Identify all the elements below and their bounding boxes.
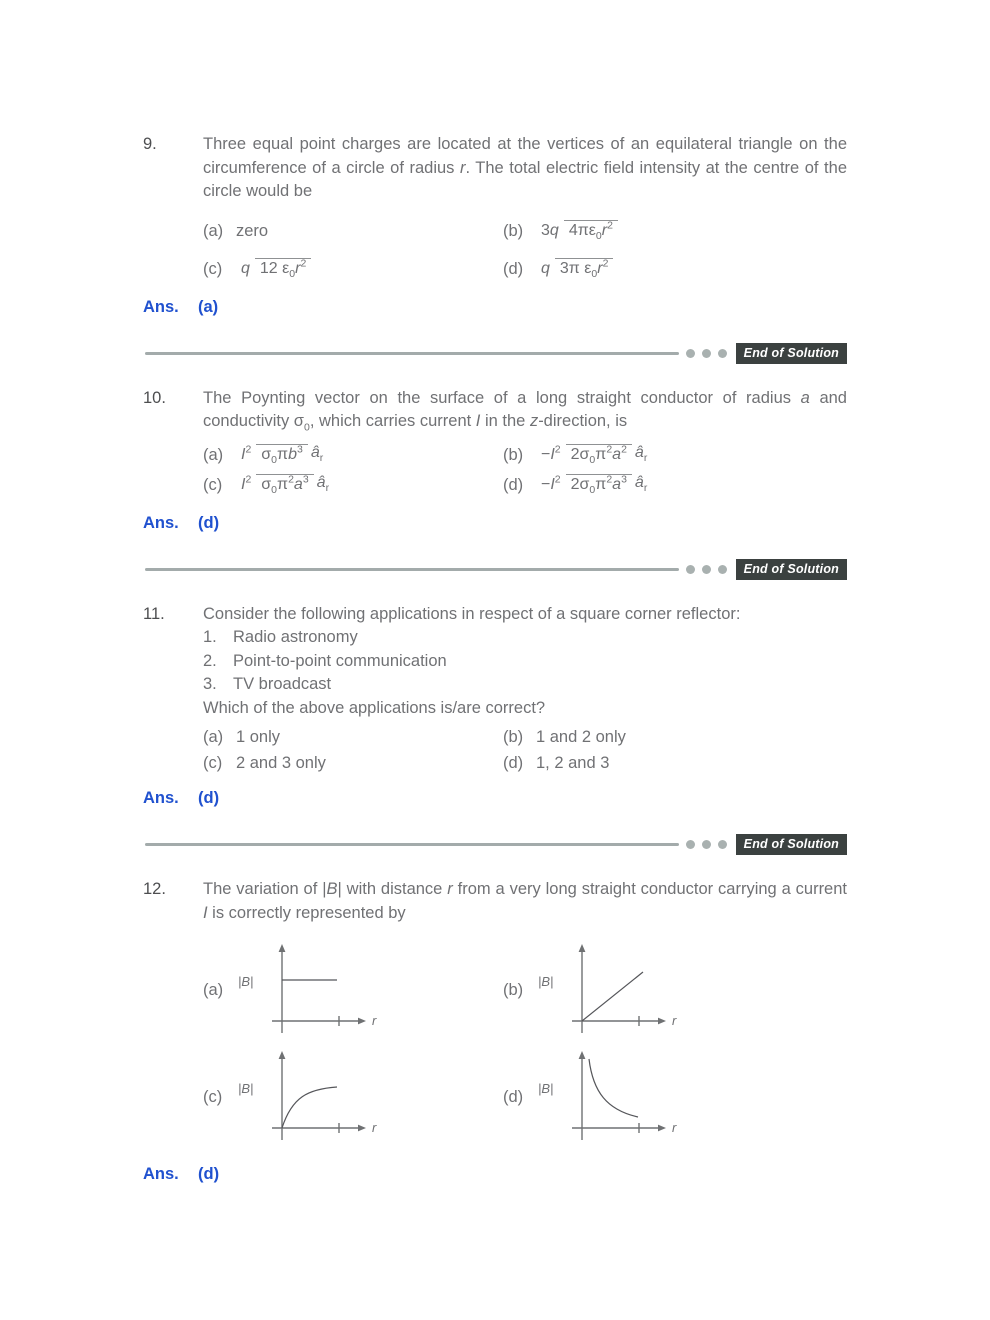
list-item: [203, 673, 847, 697]
options-grid: [203, 726, 847, 776]
x-axis-arrow-icon: [658, 1018, 666, 1025]
fraction-denominator: 12 $\varepsilon_0r^2$: [255, 258, 311, 277]
question-number: 12.: [143, 880, 166, 898]
answer-row-q10: [143, 514, 847, 533]
x-axis-arrow-icon: [358, 1018, 366, 1025]
list-item-number: 2.: [203, 651, 217, 670]
options-grid: [203, 444, 847, 498]
graph-linear-b-field: [536, 943, 686, 1038]
option-b: [503, 220, 847, 244]
y-axis-arrow-icon: [279, 1051, 286, 1059]
option-a: [203, 444, 503, 468]
graph-xlabel: r: [372, 1013, 377, 1028]
end-of-solution-badge: End of Solution: [736, 343, 847, 364]
divider-line: [145, 843, 679, 846]
fraction: [236, 475, 314, 496]
end-of-solution-badge: End of Solution: [736, 559, 847, 580]
option-label: (d): [503, 475, 524, 494]
graph-option-b: [503, 943, 847, 1038]
y-axis-arrow-icon: [279, 944, 286, 952]
option-label: (d): [503, 1087, 524, 1106]
question-text: Three equal point charges are located at the vertices of an equilateral triangle on the circumference of a circle of radius r. The total electric field intensity at the centre of the circle would be: [203, 135, 847, 200]
question-text: The Poynting vector on the surface of a long straight conductor of radius a and conductivity $\sigma_0$, which carries current I in the z-direction, is: [203, 388, 847, 434]
graph-saturating-b-field: [236, 1050, 386, 1145]
option-label: (d): [503, 259, 524, 278]
fraction-denominator: $4\pi\varepsilon_0r^2$: [564, 220, 618, 239]
option-label: (c): [203, 754, 223, 773]
option-label: (c): [203, 259, 223, 278]
option-label: (b): [503, 980, 524, 999]
option-a: [203, 220, 503, 244]
fraction-numerator: $-I^2$: [541, 473, 561, 494]
end-of-solution-divider: [145, 559, 847, 580]
y-axis-arrow-icon: [579, 1051, 586, 1059]
option-label: (a): [203, 221, 224, 240]
fraction-denominator: 3π $\varepsilon_0r^2$: [555, 258, 614, 277]
end-of-solution-divider: [145, 343, 847, 364]
graph-curve: [582, 972, 643, 1021]
fraction-numerator: $-I^2$: [541, 443, 561, 464]
graph-constant-b-field: [236, 943, 386, 1038]
question-text: Consider the following applications in respect of a square corner reflector:: [203, 604, 741, 623]
graph-ylabel: |B|: [538, 974, 554, 989]
divider-dot: [718, 840, 727, 849]
answer-prefix: Ans.: [143, 789, 179, 807]
graph-option-d: [503, 1050, 847, 1145]
question-subtext: Which of the above applications is/are correct?: [203, 698, 546, 717]
option-text: 1 and 2 only: [536, 728, 626, 747]
option-label: (b): [503, 728, 524, 747]
graph-options-grid: [203, 943, 847, 1145]
end-of-solution-divider: [145, 834, 847, 855]
options-grid: [203, 220, 847, 282]
question-number: 10.: [143, 388, 166, 407]
fraction-numerator: q: [541, 260, 550, 278]
fraction-numerator: 3q: [541, 222, 559, 240]
list-item: [203, 650, 847, 674]
fraction: [536, 475, 632, 496]
list-item-text: Radio astronomy: [233, 628, 358, 646]
divider-dot: [702, 349, 711, 358]
numbered-list: [203, 626, 847, 697]
divider-dot: [686, 565, 695, 574]
list-item: [203, 626, 847, 650]
answer-value: (d): [198, 1165, 220, 1183]
option-label: (d): [503, 754, 524, 773]
graph-curve: [589, 1059, 638, 1117]
answer-row-q11: [143, 789, 847, 808]
answer-value: (a): [198, 297, 219, 316]
fraction-denominator: $\sigma_0\pi^2a^3$: [256, 474, 313, 493]
question-12: [143, 878, 847, 1145]
question-number: 9.: [143, 135, 157, 153]
list-item-number: 1.: [203, 628, 217, 646]
answer-prefix: Ans.: [143, 297, 179, 316]
question-number: 11.: [143, 604, 165, 623]
fraction: [536, 445, 632, 466]
graph-ylabel: |B|: [238, 1081, 254, 1096]
fraction: [236, 259, 311, 280]
question-10: [143, 387, 847, 498]
option-d: [503, 474, 847, 498]
question-9: [143, 133, 847, 282]
list-item-text: Point-to-point communication: [233, 651, 447, 670]
fraction-denominator: $\sigma_0\pi b^3$: [256, 444, 308, 463]
fraction: [536, 259, 613, 280]
answer-prefix: Ans.: [143, 513, 179, 532]
option-label: (c): [203, 1087, 223, 1106]
option-label: (b): [503, 445, 524, 464]
divider-line: [145, 352, 679, 355]
option-label: (a): [203, 445, 224, 464]
option-d: [503, 258, 847, 282]
fraction-numerator: $I^2$: [241, 443, 252, 464]
graph-hyperbolic-b-field: [536, 1050, 686, 1145]
x-axis-arrow-icon: [358, 1125, 366, 1132]
question-text: The variation of |B| with distance r from a very long straight conductor carrying a current I is correctly represented by: [203, 880, 847, 922]
graph-ylabel: |B|: [538, 1081, 554, 1096]
unit-vector: $â_r$: [634, 473, 648, 494]
unit-vector: $â_r$: [310, 443, 324, 464]
graph-xlabel: r: [672, 1120, 677, 1135]
fraction-numerator: q: [241, 260, 250, 278]
option-d: [503, 752, 847, 776]
divider-dot: [686, 349, 695, 358]
divider-dot: [718, 349, 727, 358]
x-axis-arrow-icon: [658, 1125, 666, 1132]
divider-dot: [702, 840, 711, 849]
option-a: [203, 726, 503, 750]
divider-dot: [702, 565, 711, 574]
option-text: 2 and 3 only: [236, 754, 326, 773]
fraction-numerator: $I^2$: [241, 473, 252, 494]
option-b: [503, 444, 847, 468]
option-label: (b): [503, 221, 524, 240]
list-item-number: 3.: [203, 675, 217, 693]
question-11: [143, 603, 847, 777]
end-of-solution-badge: End of Solution: [736, 834, 847, 855]
option-label: (a): [203, 728, 224, 747]
answer-row-q9: [143, 298, 847, 317]
graph-curve: [282, 1087, 337, 1128]
answer-row-q12: [143, 1165, 847, 1184]
unit-vector: $â_r$: [634, 443, 648, 464]
fraction: [236, 445, 308, 466]
option-c: [203, 474, 503, 498]
answer-prefix: Ans.: [143, 1165, 179, 1183]
divider-dot: [718, 565, 727, 574]
option-label: (a): [203, 980, 224, 999]
divider-dot: [686, 840, 695, 849]
fraction: [536, 221, 618, 242]
unit-vector: $â_r$: [316, 473, 330, 494]
option-text: 1, 2 and 3: [536, 754, 610, 773]
fraction-denominator: $2\sigma_0\pi^2a^3$: [566, 474, 632, 493]
graph-ylabel: |B|: [238, 974, 254, 989]
graph-option-c: [203, 1050, 503, 1145]
graph-xlabel: r: [672, 1013, 677, 1028]
y-axis-arrow-icon: [579, 944, 586, 952]
option-b: [503, 726, 847, 750]
option-c: [203, 258, 503, 282]
option-c: [203, 752, 503, 776]
answer-value: (d): [198, 513, 220, 532]
fraction-denominator: $2\sigma_0\pi^2a^2$: [566, 444, 632, 463]
option-label: (c): [203, 475, 223, 494]
answer-value: (d): [198, 789, 220, 807]
option-text: 1 only: [236, 728, 281, 747]
option-text: zero: [236, 221, 269, 240]
graph-option-a: [203, 943, 503, 1038]
list-item-text: TV broadcast: [233, 675, 332, 693]
graph-xlabel: r: [372, 1120, 377, 1135]
divider-line: [145, 568, 679, 571]
